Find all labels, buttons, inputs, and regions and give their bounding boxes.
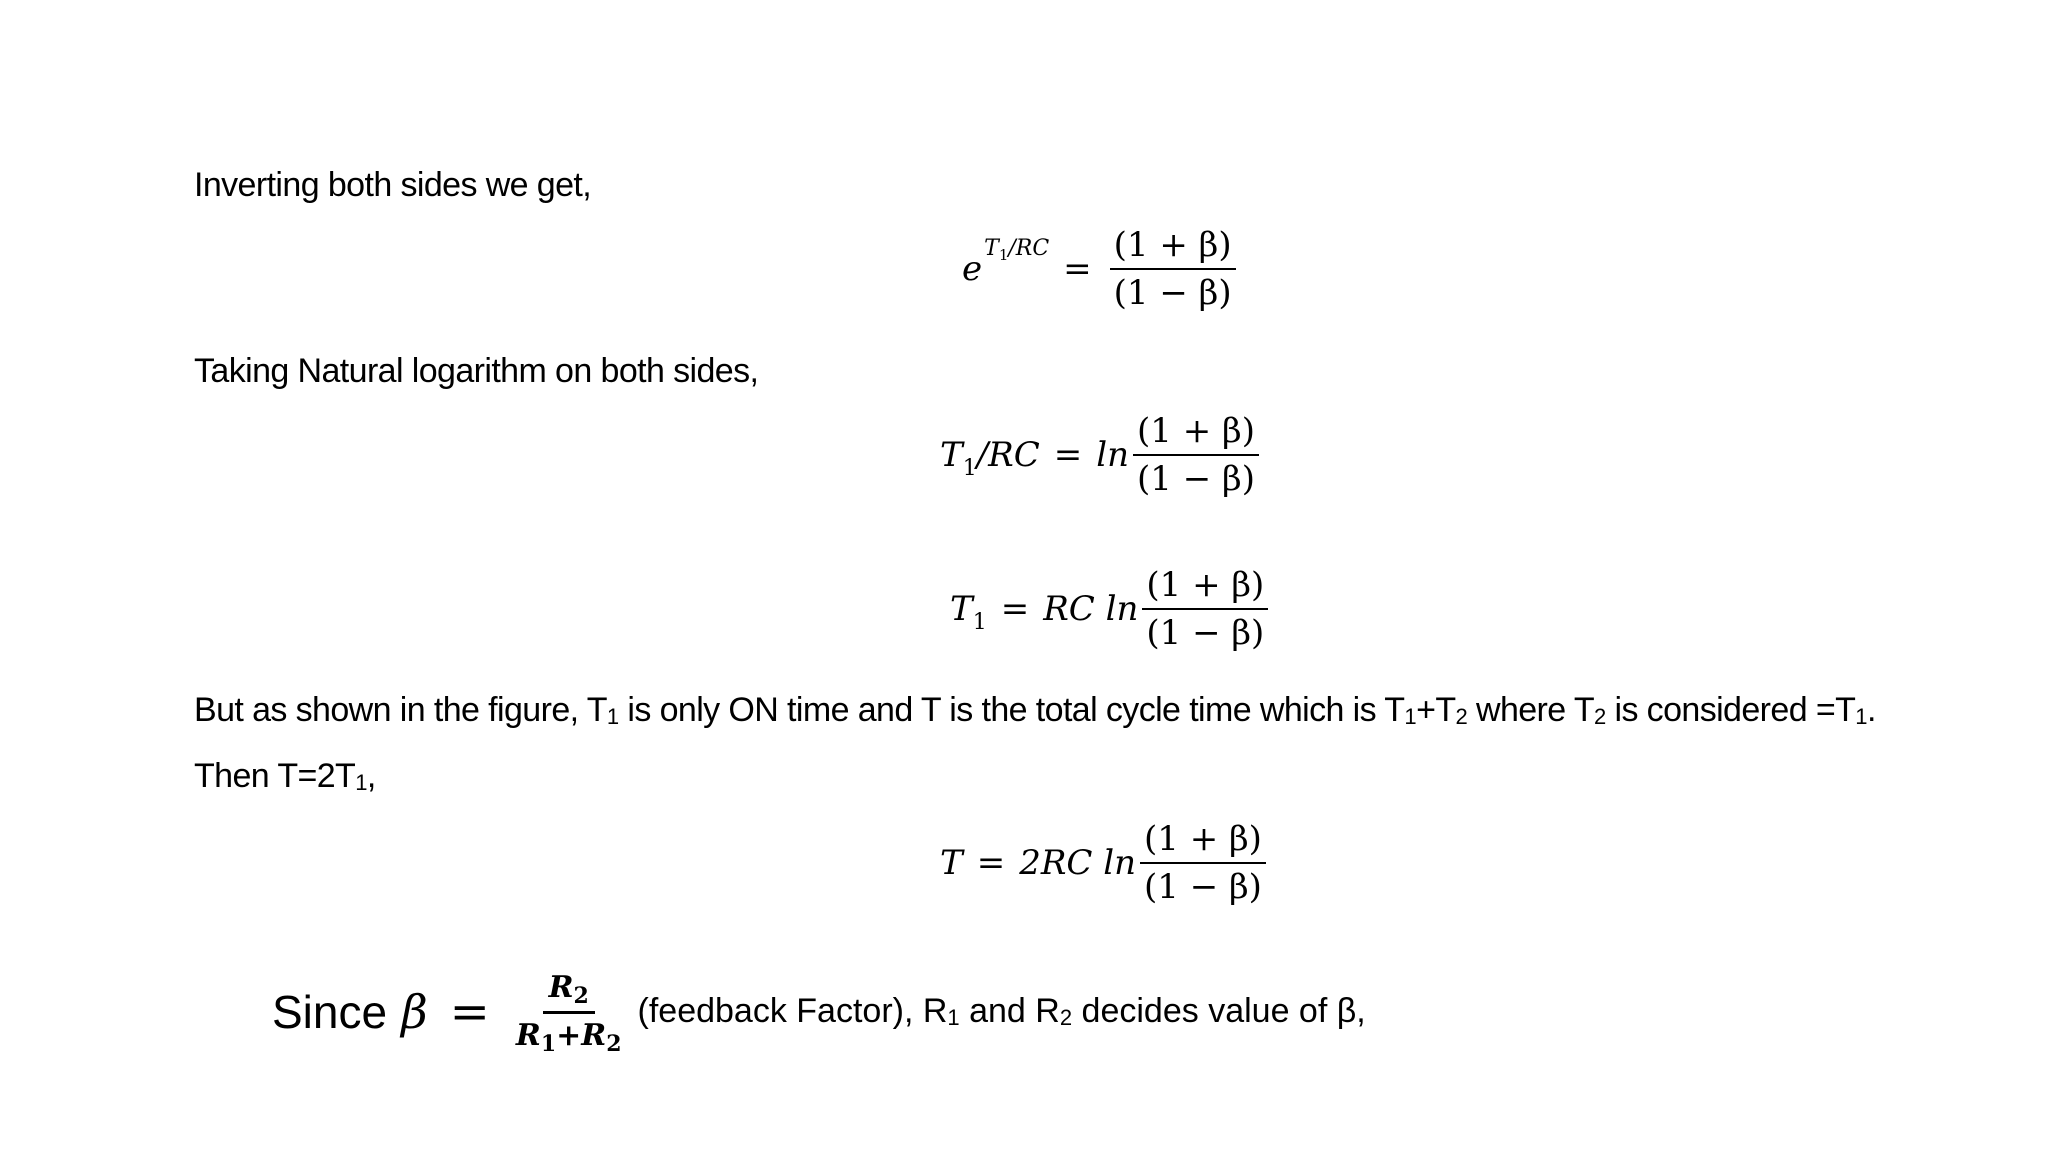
eq2-fraction [1133, 411, 1259, 499]
eq2-lhs: $T_1/RC$ [940, 435, 1040, 481]
paragraph-inverting: Inverting both sides we get, [194, 166, 592, 204]
eq3-fraction [1142, 565, 1268, 653]
eq4-numerator: (1 + β) [1140, 822, 1266, 864]
since-equals: = [449, 983, 490, 1040]
eq4-rhs: 2RC ln [1019, 843, 1137, 883]
beta-symbol: β [401, 984, 428, 1039]
eq4-fraction [1140, 819, 1266, 907]
eq1-fraction [1110, 225, 1236, 313]
beta-fraction [512, 970, 626, 1057]
eq4-equals: = [976, 843, 1006, 883]
paragraph-then: Then $T=2T_1$, [194, 757, 376, 795]
eq2-equals: = [1053, 435, 1083, 475]
equation-period [940, 819, 1266, 907]
eq2-denominator: (1 − β) [1137, 459, 1255, 499]
eq1-equals: = [1063, 249, 1092, 289]
eq1-exponent: $T_1/RC$ [984, 236, 1050, 264]
eq3-rhs: RC ln [1043, 589, 1139, 629]
equation-log [940, 411, 1259, 499]
beta-numerator: $R_2$ [543, 970, 595, 1014]
since-word: Since [272, 985, 388, 1038]
beta-denominator: $R_1+R_2$ [515, 1018, 622, 1057]
eq3-equals: = [1000, 589, 1030, 629]
paragraph-taking-log: Taking Natural logarithm on both sides, [194, 352, 759, 390]
eq3-denominator: (1 − β) [1146, 613, 1265, 653]
eq4-lhs: T [940, 843, 963, 883]
eq3-lhs: $T_1$ [950, 589, 987, 635]
eq1-denominator: (1 − β) [1113, 273, 1232, 313]
eq3-numerator: (1 + β) [1142, 568, 1268, 610]
eq2-numerator: (1 + β) [1133, 414, 1259, 456]
equation-exponential [962, 225, 1236, 313]
since-tail-text: (feedback Factor), $R_1$ and $R_2$ decides value of β, [637, 992, 1366, 1030]
paragraph-figure-explanation: But as shown in the figure, $T_1$ is only ON time and T is the total cycle time which is $T_1+T_2$ where $T_2$ is considered $=T_1$. [194, 691, 1876, 729]
since-beta-line [272, 970, 1366, 1057]
eq1-numerator: (1 + β) [1110, 228, 1236, 270]
eq2-fn: ln [1096, 435, 1130, 475]
eq1-base: e [962, 249, 983, 289]
equation-t1 [950, 565, 1268, 653]
eq4-denominator: (1 − β) [1144, 867, 1262, 907]
